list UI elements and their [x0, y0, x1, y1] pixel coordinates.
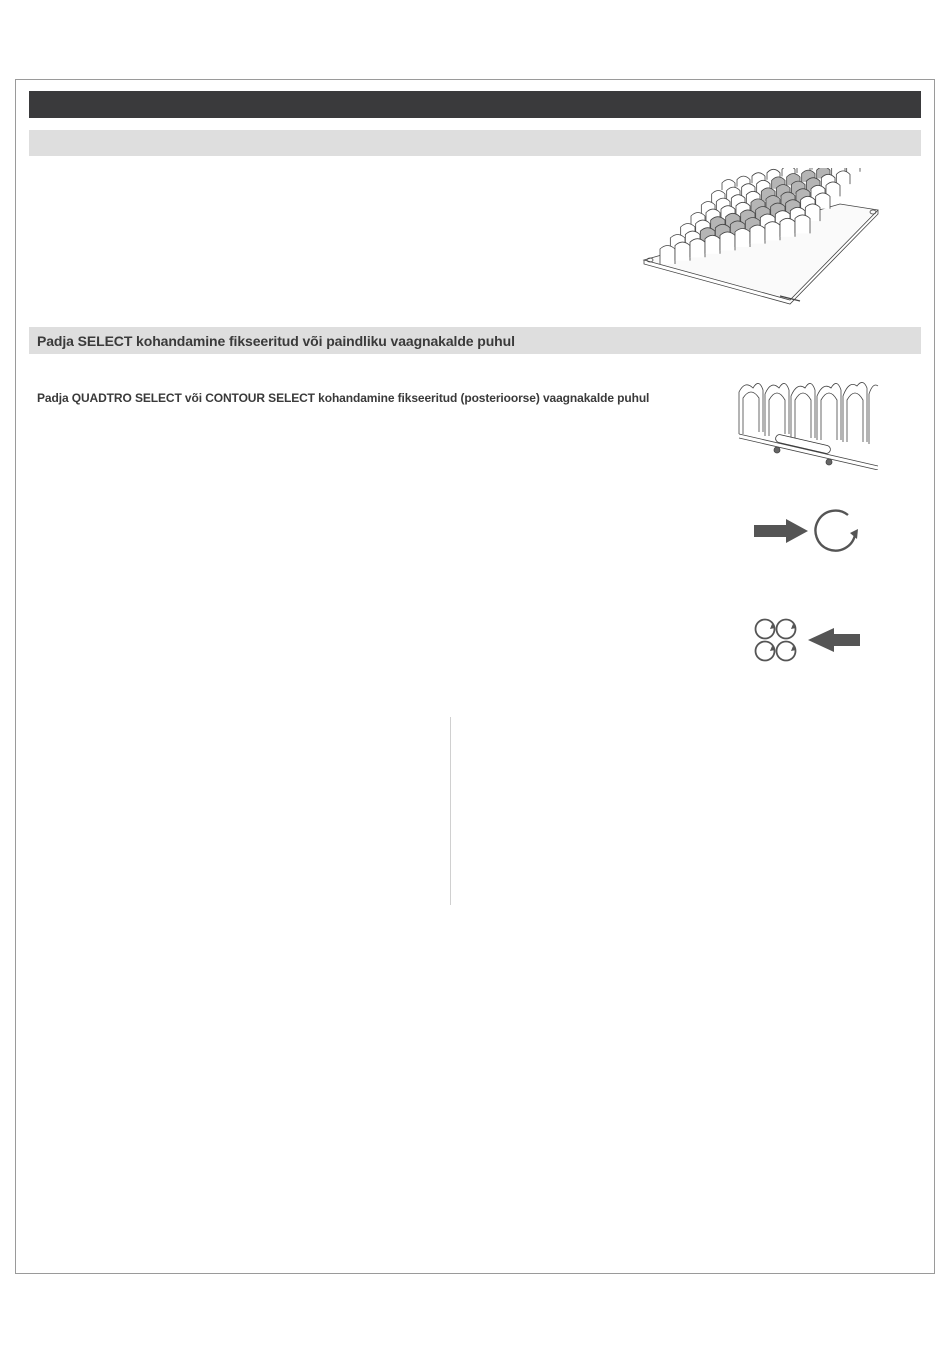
- cushion-cell: [836, 171, 850, 184]
- cushion-cell: [795, 215, 810, 234]
- subheading: Padja QUADTRO SELECT või CONTOUR SELECT kohandamine fikseeritud (posterioorse) vaagnakalde puhul: [37, 391, 650, 405]
- four-zone-icon: [750, 614, 870, 666]
- cushion-cell: [735, 229, 750, 248]
- cushion-cell: [660, 246, 675, 265]
- arrow-left-icon: [808, 628, 860, 652]
- section-title: Padja SELECT kohandamine fikseeritud või paindliku vaagnakalde puhul: [37, 332, 515, 349]
- valve-closeup-illustration: [737, 374, 880, 470]
- header-bar: [29, 91, 921, 118]
- subheader-bar: [29, 130, 921, 156]
- cushion-cell: [765, 222, 780, 241]
- cushion-illustration: [640, 168, 885, 308]
- rotate-circle-icon: [815, 511, 855, 551]
- column-divider: [450, 717, 451, 905]
- cushion-cell: [780, 218, 795, 237]
- cushion-cell: [705, 235, 720, 254]
- section-header: [29, 327, 921, 354]
- cushion-cell: [690, 239, 705, 258]
- single-zone-icon: [750, 505, 870, 557]
- cushion-cell: [847, 168, 860, 172]
- cushion-cell: [826, 182, 840, 197]
- cushion-cell: [750, 225, 765, 244]
- cushion-cell: [720, 232, 735, 251]
- arrow-right-icon: [754, 519, 808, 543]
- cushion-cell: [675, 242, 690, 261]
